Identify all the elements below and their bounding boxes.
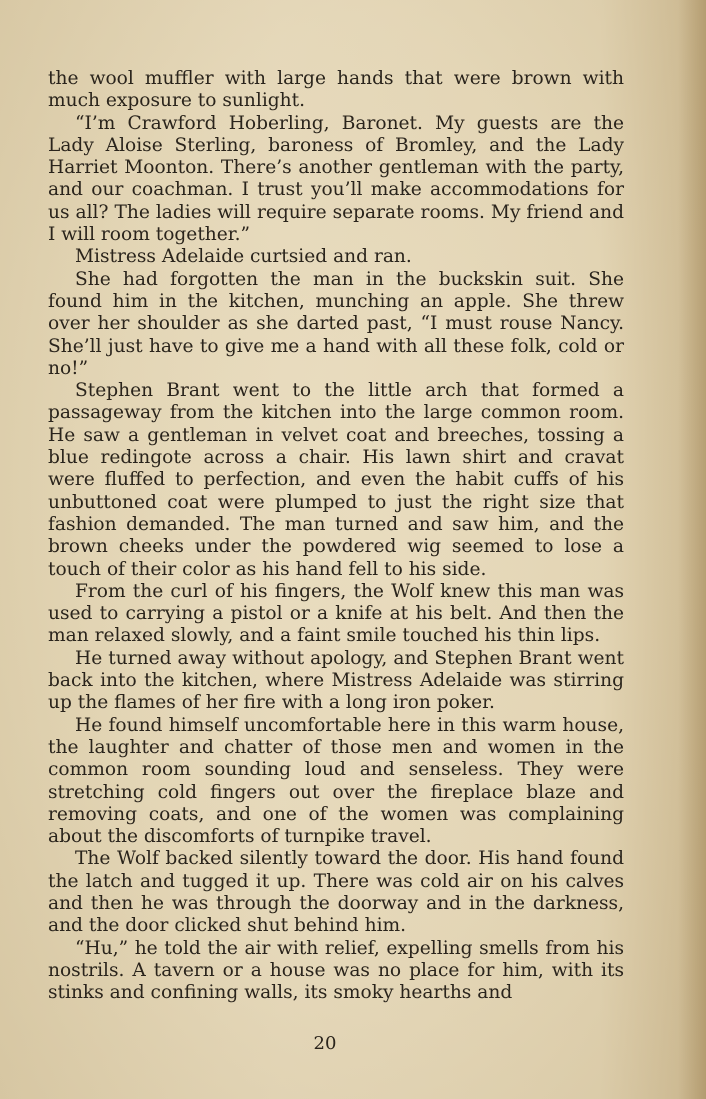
paragraph-10: “Hu,” he told the air with relief, expelling smells from his nostrils. A tavern or a house was no place for him, with its stinks and confining walls, its smoky hearths and bbox=[48, 937, 624, 1004]
page-number: 20 bbox=[313, 1033, 337, 1054]
paragraph-9: The Wolf backed silently toward the door. His hand found the latch and tugged it up. There was cold air on his calves and then he was through the doorway and in the darkness, and the door clicked shut behind him. bbox=[48, 848, 624, 937]
paragraph-4: She had forgotten the man in the buckskin suit. She found him in the kitchen, munching an apple. She threw over her shoulder as she darted past, “I must rouse Nancy. She’ll just have to give me a hand with all these folk, cold or no!” bbox=[48, 268, 624, 379]
paragraph-5: Stephen Brant went to the little arch that formed a passageway from the kitchen into the large common room. He saw a gentleman in velvet coat and breeches, tossing a blue redingote across a chair. His lawn shirt and cravat were fluffed to perfection, and even the habit cuffs of his unbuttoned coat were plumped to just the right size that fashion demanded. The man turned and saw him, and the brown cheeks under the powdered wig seemed to lose a touch of their color as his hand fell to his side. bbox=[48, 380, 624, 580]
paragraph-1: the wool muffler with large hands that were brown with much exposure to sunlight. bbox=[48, 68, 624, 112]
page-edge-shadow bbox=[678, 0, 706, 1099]
paragraph-6: From the curl of his fingers, the Wolf knew this man was used to carrying a pistol or a knife at his belt. And then the man relaxed slowly, and a faint smile touched his thin lips. bbox=[48, 580, 624, 647]
paragraph-2: “I’m Crawford Hoberling, Baronet. My guests are the Lady Aloise Sterling, baroness of Bromley, and the Lady Harriet Moonton. There’s another gentleman with the party, and our coachman. I trust you’ll make accommodations for us all? The ladies will require separate rooms. My friend and I will room together.” bbox=[48, 112, 624, 246]
body-text bbox=[48, 68, 624, 1004]
paragraph-7: He turned away without apology, and Stephen Brant went back into the kitchen, where Mistress Adelaide was stirring up the flames of her fire with a long iron poker. bbox=[48, 647, 624, 714]
paragraph-3: Mistress Adelaide curtsied and ran. bbox=[75, 246, 412, 268]
paragraph-8: He found himself uncomfortable here in this warm house, the laughter and chatter of those men and women in the common room sounding loud and senseless. They were stretching cold fingers out over the fireplace blaze and removing coats, and one of the women was complaining about the discomforts of turnpike travel. bbox=[48, 714, 624, 848]
